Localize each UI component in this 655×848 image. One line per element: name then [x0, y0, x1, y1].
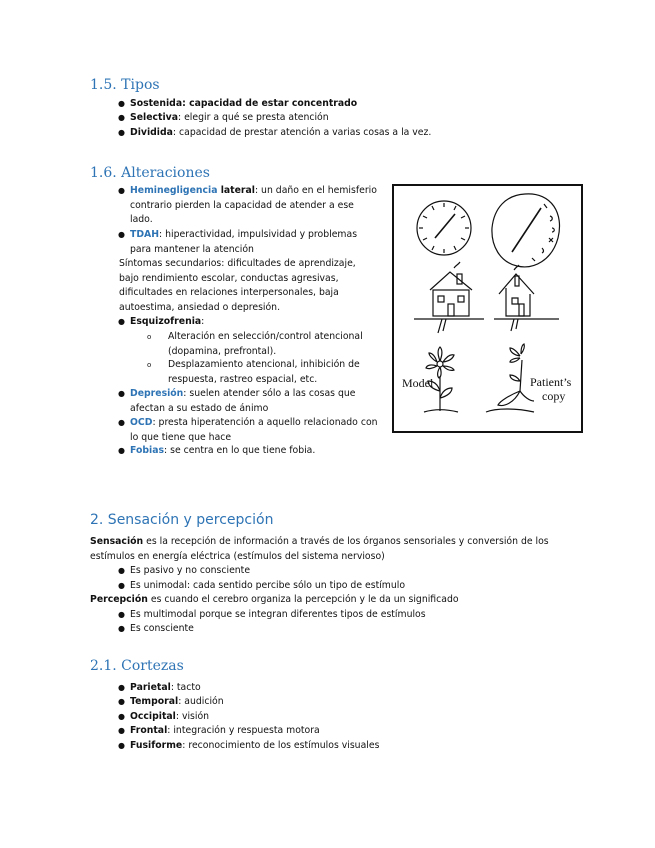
list-item: Heminegligencia lateral: un daño en el hemisferio contrario pierden la capacidad de atender a ese lado.: [130, 185, 377, 226]
bullet: ●: [118, 712, 125, 721]
section-title-tipos: 1.5. Tipos: [90, 77, 160, 93]
patient-clock-drawing: [492, 194, 560, 267]
patient-flower-drawing: [486, 344, 534, 412]
list-item: Frontal: integración y respuesta motora: [130, 725, 320, 736]
bullet: ●: [118, 697, 125, 706]
list-item: Es pasivo y no consciente: [130, 565, 251, 576]
bullet: ●: [118, 99, 125, 108]
model-clock-drawing: [417, 201, 471, 255]
section-title-cortezas: 2.1. Cortezas: [90, 658, 184, 674]
bullet: ●: [118, 726, 125, 735]
sub-list-item: Desplazamiento atencional, inhibición de respuesta, rastreo espacial, etc.: [168, 359, 360, 385]
paragraph: Síntomas secundarios: dificultades de aprendizaje, bajo rendimiento escolar, conductas agresivas, dificultades en relaciones interpersonales, baja autoestima, ansiedad o depresión.: [119, 258, 356, 313]
list-item: Dividida: capacidad de prestar atención a varias cosas a la vez.: [130, 127, 432, 138]
list-item: Temporal: audición: [130, 696, 224, 707]
section-title-alteraciones: 1.6. Alteraciones: [90, 165, 210, 181]
sub-list-item: Alteración en selección/control atencional (dopamina, prefrontal).: [168, 331, 363, 357]
list-item: Esquizofrenia:: [130, 316, 205, 327]
section-title-sensacion: 2. Sensación y percepción: [90, 512, 274, 528]
paragraph: Percepción es cuando el cerebro organiza la percepción y le da un significado: [90, 594, 459, 605]
list-item: OCD: presta hiperatención a aquello relacionado con lo que tiene que hace: [130, 417, 378, 443]
bullet: ●: [118, 230, 125, 239]
figure-label-copy: copy: [542, 389, 566, 403]
bullet: ●: [118, 418, 125, 427]
list-item: Fobias: se centra en lo que tiene fobia.: [130, 445, 316, 456]
list-item: Parietal: tacto: [130, 682, 201, 693]
bullet: ●: [118, 446, 125, 455]
list-item: Es multimodal porque se integran diferentes tipos de estímulos: [130, 609, 426, 620]
sub-bullet: o: [147, 361, 152, 369]
list-item: Fusiforme: reconocimiento de los estímulos visuales: [130, 740, 380, 751]
patient-house-drawing: [494, 265, 559, 331]
bullet: ●: [118, 113, 125, 122]
list-item: Occipital: visión: [130, 711, 210, 722]
list-item: TDAH: hiperactividad, impulsividad y problemas para mantener la atención: [130, 229, 358, 255]
list-item: Depresión: suelen atender sólo a las cosas que afectan a su estado de ánimo: [130, 388, 356, 414]
figure-label-model: Model: [402, 376, 434, 390]
hemineglect-drawings: [394, 186, 581, 431]
bullet: ●: [118, 624, 125, 633]
list-item: Es unimodal: cada sentido percibe sólo un tipo de estímulo: [130, 580, 406, 591]
list-item: Sostenida: capacidad de estar concentrado: [130, 98, 358, 109]
bullet: ●: [118, 566, 125, 575]
figure-label-patient: Patient’s: [530, 375, 572, 389]
paragraph: Sensación es la recepción de información a través de los órganos sensoriales y conversión de los estímulos en energía eléctrica (estímulos del sistema nervioso): [90, 536, 549, 562]
bullet: ●: [118, 186, 125, 195]
model-house-drawing: [414, 262, 484, 333]
bullet: ●: [118, 683, 125, 692]
hemineglect-figure: [392, 184, 583, 433]
bullet: ●: [118, 317, 125, 326]
sub-bullet: o: [147, 333, 152, 341]
bullet: ●: [118, 610, 125, 619]
list-item: Selectiva: elegir a qué se presta atención: [130, 112, 329, 123]
bullet: ●: [118, 389, 125, 398]
bullet: ●: [118, 581, 125, 590]
bullet: ●: [118, 741, 125, 750]
bullet: ●: [118, 128, 125, 137]
list-item: Es consciente: [130, 623, 194, 634]
